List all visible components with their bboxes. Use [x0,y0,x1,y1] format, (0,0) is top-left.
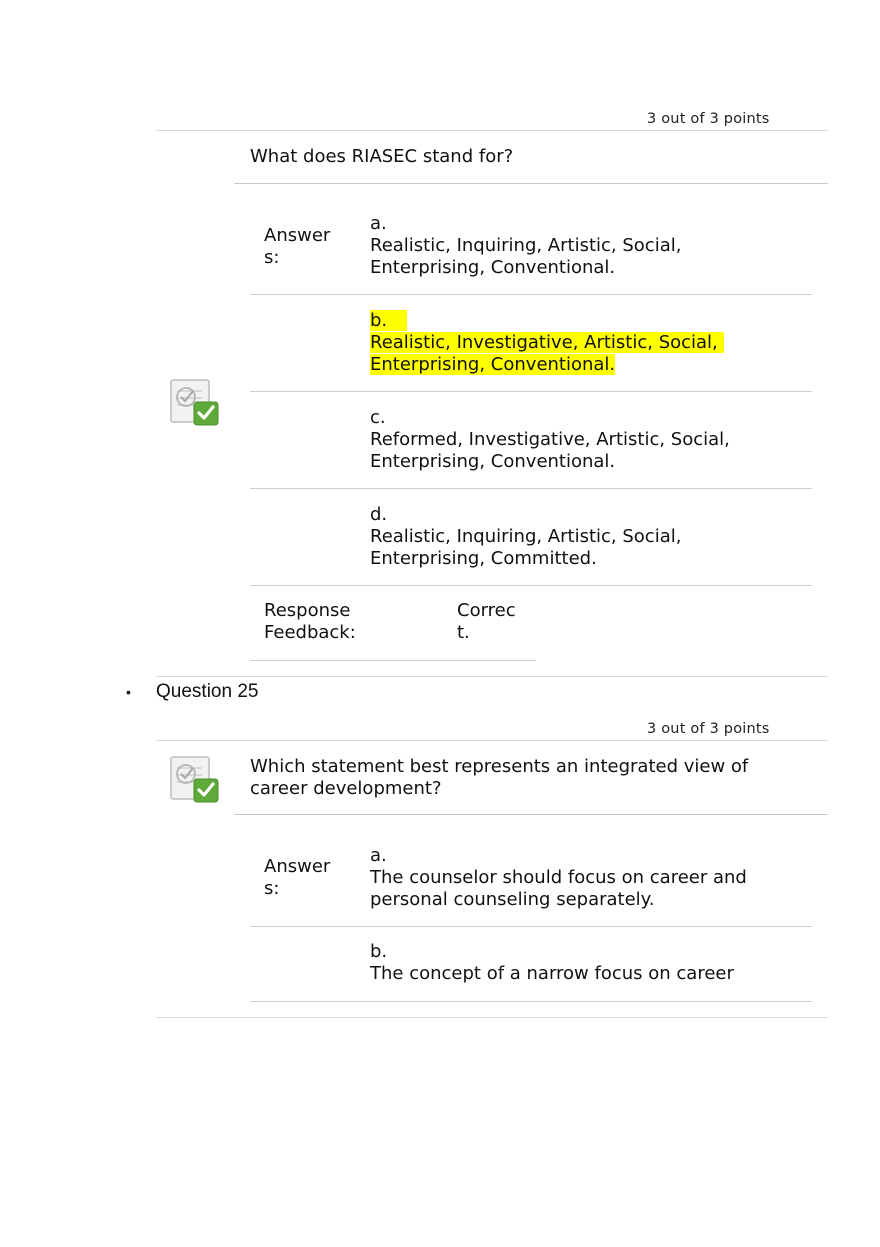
q24-option-d-line2: Enterprising, Committed. [370,548,597,569]
q24-option-c-line1: Reformed, Investigative, Artistic, Social, [370,429,730,450]
q25-answers-label-line2: s: [264,878,280,899]
q25-heading[interactable]: Question 25 [156,681,259,702]
q24-option-a-line2: Enterprising, Conventional. [370,257,616,278]
q24-option-b-letter: b. [370,310,407,331]
q25-option-a-line2: personal counseling separately. [370,889,655,910]
q24-feedback-value-line1: Correc [457,600,516,621]
q24-option-d-letter: d. [370,504,388,525]
q24-answers-label-line1: Answer [264,225,331,246]
q25-points: 3 out of 3 points [647,721,770,737]
q24-option-b-line2: Enterprising, Conventional. [370,354,616,375]
q25-question-divider [234,814,828,815]
q25-top-divider [156,740,828,741]
q25-option-b [370,941,734,985]
correct-check-icon [168,377,220,427]
q24-option-d [370,504,681,570]
q24-answers-label-line2: s: [264,247,280,268]
q25-bullet: • [126,684,131,700]
q24-option-a-letter: a. [370,213,387,234]
q24-top-divider [156,130,828,131]
q24-option-c-letter: c. [370,407,386,428]
q25-question-text [250,756,748,800]
q24-option-divider-3 [250,488,812,489]
q24-feedback-value [457,600,516,644]
q24-option-divider-4 [250,585,812,586]
q25-option-b-line1: The concept of a narrow focus on career [370,963,734,984]
q24-feedback-label-line1: Response [264,600,351,621]
q25-option-a-letter: a. [370,845,387,866]
correct-check-icon [168,754,220,804]
q25-option-divider-1 [250,926,812,927]
q24-points: 3 out of 3 points [647,111,770,127]
q24-bottom-divider [156,676,828,677]
q24-answers-label [264,225,330,269]
q24-question-divider [234,183,828,184]
q25-option-divider-2 [250,1001,812,1002]
q24-option-c-line2: Enterprising, Conventional. [370,451,616,472]
q24-feedback-label [264,600,356,644]
q24-feedback-value-line2: t. [457,622,470,643]
q25-question-line2: career development? [250,778,442,799]
q24-option-b-line1: Realistic, Investigative, Artistic, Social, [370,332,724,353]
q24-option-b [370,310,724,376]
q25-option-b-letter: b. [370,941,388,962]
q24-option-divider-2 [250,391,812,392]
q24-option-divider-1 [250,294,812,295]
q24-feedback-divider [250,660,536,661]
q25-answers-label-line1: Answer [264,856,331,877]
q25-bottom-divider [156,1017,828,1018]
q25-answers-label [264,856,330,900]
q25-option-a [370,845,747,911]
q25-question-line1: Which statement best represents an integrated view of [250,756,749,777]
q24-option-a [370,213,681,279]
q24-option-d-line1: Realistic, Inquiring, Artistic, Social, [370,526,682,547]
q25-option-a-line1: The counselor should focus on career and [370,867,747,888]
q24-option-a-line1: Realistic, Inquiring, Artistic, Social, [370,235,682,256]
q24-option-c [370,407,730,473]
q24-feedback-label-line2: Feedback: [264,622,356,643]
q24-question-text: What does RIASEC stand for? [250,146,514,167]
